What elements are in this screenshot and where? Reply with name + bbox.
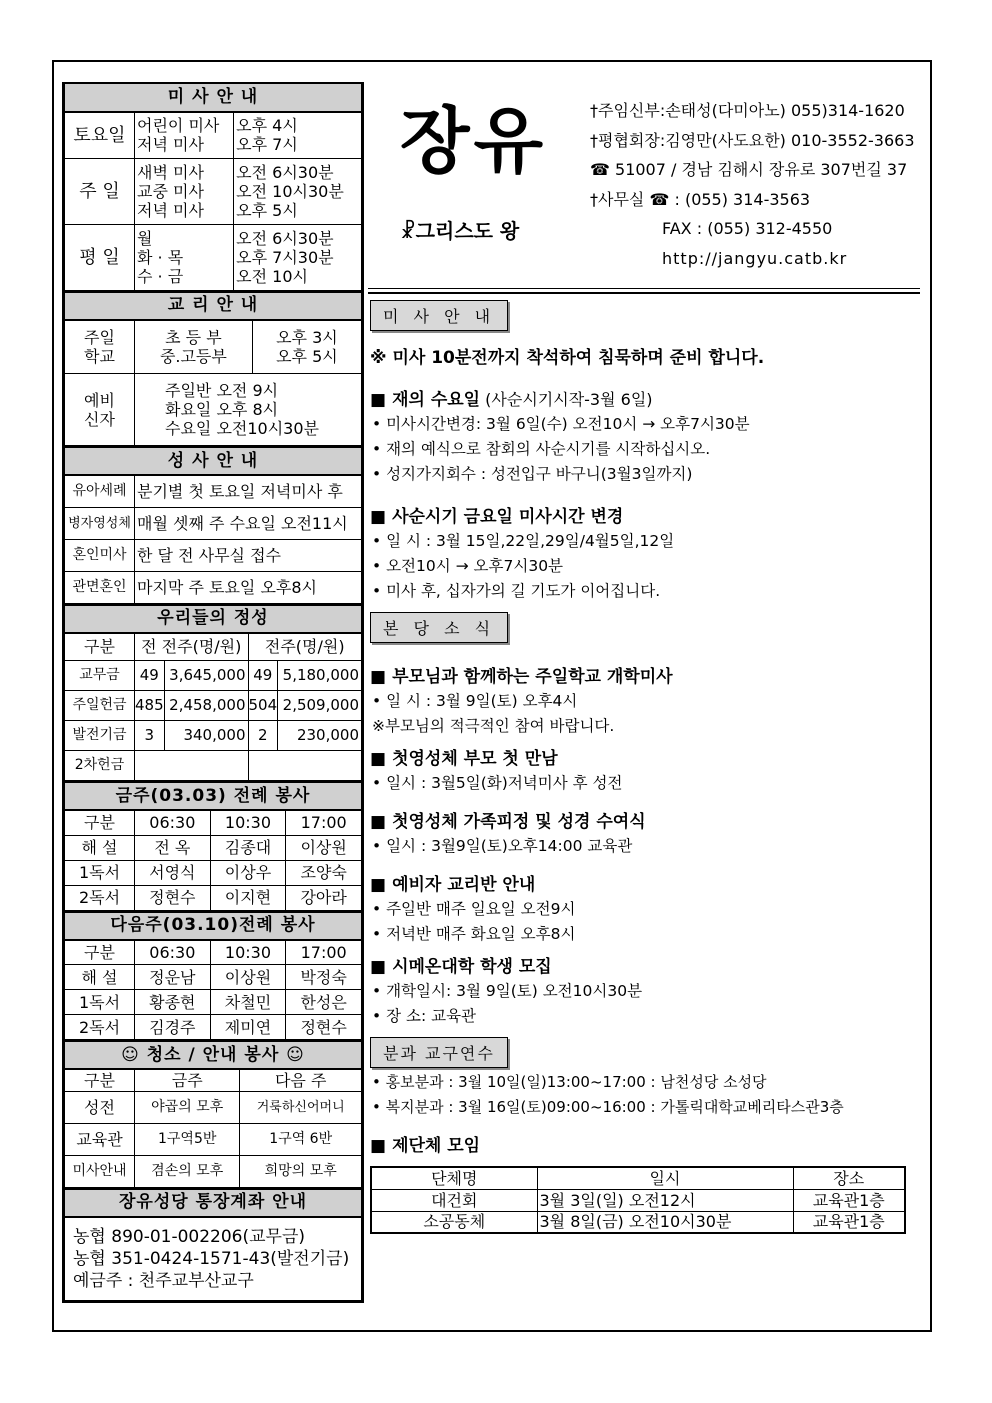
sat-times: 오후 4시 오후 7시: [234, 112, 362, 158]
groups-header: 장소: [793, 1167, 905, 1189]
doctrine-table: [64, 291, 362, 447]
section-line: • 장 소: 교육관: [372, 1007, 477, 1025]
group-name: 대건회: [371, 1189, 537, 1211]
groups-header: 일시: [537, 1167, 793, 1189]
school-groups: 초 등 부 중.고등부: [135, 320, 253, 374]
school-times: 오후 3시 오후 5시: [252, 320, 361, 374]
offering-table: [64, 604, 362, 782]
liturgy-header: 구분: [65, 940, 135, 965]
mass-section-label: 미 사 안 내: [370, 300, 508, 331]
offering-amount: 2,509,000: [278, 691, 362, 721]
section-line: • 미사 후, 십자가의 길 기도가 이어집니다.: [372, 582, 661, 600]
section-heading: ■ 부모님과 함께하는 주일학교 개학미사: [370, 667, 673, 687]
liturgy-next-week-table: [64, 911, 362, 1041]
group-time: 3월 8일(금) 오전10시30분: [537, 1211, 793, 1233]
contact-line: ☎ 51007 / 경남 김해시 장유로 307번길 37: [590, 160, 908, 179]
liturgy-name: 이상우: [210, 860, 286, 885]
liturgy-name: 제미연: [210, 1015, 286, 1040]
liturgy-role: 2독서: [65, 1015, 135, 1040]
liturgy1-title: 금주(03.03) 전례 봉사: [65, 782, 362, 810]
section-line: • 일 시 : 3월 15일,22일,29일/4월5일,12일: [372, 532, 675, 550]
liturgy-name: 김경주: [135, 1015, 211, 1040]
liturgy-name: 박정숙: [286, 965, 362, 990]
groups-table: [370, 1166, 906, 1234]
account-title: 장유성당 통장계좌 안내: [65, 1189, 362, 1217]
liturgy-name: 한성은: [286, 990, 362, 1015]
cleaning-table: [64, 1040, 362, 1188]
liturgy-name: 정운남: [135, 965, 211, 990]
sacrament-key: 병자영성체: [65, 507, 135, 539]
liturgy-header: 10:30: [210, 810, 286, 835]
section-line: • 일 시 : 3월 9일(토) 오후4시: [372, 692, 578, 710]
sun-items: 새벽 미사 교중 미사 저녁 미사: [135, 158, 234, 224]
training-line: • 복지분과 : 3월 16일(토)09:00~16:00 : 가톨릭대학교베리타스관3층: [372, 1098, 844, 1116]
contact-line: †평협회장:김영만(사도요한) 010-3552-3663: [590, 130, 915, 150]
offering-count: 49: [248, 661, 278, 691]
sun-label: 주 일: [65, 158, 135, 224]
sacrament-value: 분기별 첫 토요일 저녁미사 후: [135, 475, 362, 507]
mass-title: 미 사 안 내: [65, 84, 362, 112]
liturgy-header: 06:30: [135, 810, 211, 835]
bulletin-title: 장유: [400, 99, 548, 183]
sacrament-title: 성 사 안 내: [65, 447, 362, 475]
liturgy-name: 차철민: [210, 990, 286, 1015]
catechumen-text: 주일반 오전 9시 화요일 오후 8시 수요일 오전10시30분: [135, 374, 362, 446]
group-name: 소공동체: [371, 1211, 537, 1233]
weekday-items: 월 화 · 목 수 · 금: [135, 224, 234, 290]
cleaning-group: 야곱의 모후: [135, 1091, 240, 1123]
account-line: 농협 890-01-002206(교무금): [73, 1226, 306, 1247]
liturgy-header: 06:30: [135, 940, 211, 965]
section-heading: ■ 첫영성체 부모 첫 만남: [370, 749, 558, 769]
doctrine-title: 교 리 안 내: [65, 292, 362, 320]
liturgy-role: 해 설: [65, 965, 135, 990]
section-heading: ■ 사순시기 금요일 미사시간 변경: [370, 507, 624, 527]
section-line: ※부모님의 적극적인 참여 바랍니다.: [372, 717, 615, 735]
liturgy-name: 김종대: [210, 835, 286, 860]
mass-notice: ※ 미사 10분전까지 착석하여 침묵하며 준비 합니다.: [370, 348, 765, 368]
offering-title: 우리들의 정성: [65, 605, 362, 633]
liturgy-name: 정현수: [135, 885, 211, 910]
liturgy-name: 이상원: [210, 965, 286, 990]
sat-items: 어린이 미사 저녁 미사: [135, 112, 234, 158]
offering-count: 485: [135, 691, 165, 721]
contact-block: [590, 96, 915, 273]
cleaning-header: 다음 주: [240, 1069, 362, 1091]
liturgy-name: 전 옥: [135, 835, 211, 860]
section-heading: ■ 재의 수요일 (사순시기시작-3월 6일): [370, 390, 653, 410]
offering-label: 발전기금: [65, 721, 135, 751]
sacrament-table: [64, 446, 362, 604]
offering-header: 전 전주(명/원): [135, 633, 249, 661]
liturgy-header: 10:30: [210, 940, 286, 965]
cleaning-title: ☺ 청소 / 안내 봉사 ☺: [65, 1041, 362, 1069]
offering-header: 전주(명/원): [248, 633, 362, 661]
sat-label: 토요일: [65, 112, 135, 158]
group-place: 교육관1층: [793, 1211, 905, 1233]
section-line: • 주일반 매주 일요일 오전9시: [372, 900, 576, 918]
training-section-label: 분과 교구연수: [370, 1037, 508, 1068]
sacrament-key: 혼인미사: [65, 539, 135, 571]
sacrament-key: 유아세례: [65, 475, 135, 507]
account-line: 예금주 : 천주교부산교구: [73, 1270, 254, 1291]
cleaning-group: 희망의 모후: [240, 1155, 362, 1187]
catechumen-label: 예비 신자: [65, 374, 135, 446]
offering-count: 504: [248, 691, 278, 721]
section-line: • 일시 : 3월9일(토)오후14:00 교육관: [372, 837, 633, 855]
offering-label: 교무금: [65, 661, 135, 691]
training-line: • 홍보분과 : 3월 10일(일)13:00~17:00 : 남천성당 소성당: [372, 1073, 767, 1091]
liturgy-name: 서영식: [135, 860, 211, 885]
liturgy-header: 17:00: [286, 810, 362, 835]
website-link[interactable]: http://jangyu.catb.kr: [662, 248, 848, 268]
liturgy-name: 조양숙: [286, 860, 362, 885]
divider: [368, 292, 920, 294]
group-place: 교육관1층: [793, 1189, 905, 1211]
liturgy-name: 강아라: [286, 885, 362, 910]
section-line: • 성지가지회수 : 성전입구 바구니(3월3일까지): [372, 465, 693, 483]
section-line: • 저녁반 매주 화요일 오후8시: [372, 925, 576, 943]
sun-times: 오전 6시30분 오전 10시30분 오후 5시: [234, 158, 362, 224]
account-line: 농협 351-0424-1571-43(발전기금): [73, 1248, 350, 1269]
liturgy-this-week-table: [64, 781, 362, 911]
liturgy-header: 구분: [65, 810, 135, 835]
section-line: • 오전10시 → 오후7시30분: [372, 557, 564, 575]
section-heading: ■ 예비자 교리반 안내: [370, 875, 536, 895]
cleaning-place: 미사안내: [65, 1155, 135, 1187]
liturgy-role: 1독서: [65, 860, 135, 885]
liturgy-header: 17:00: [286, 940, 362, 965]
main-content: [370, 300, 920, 1234]
offering-amount: 3,645,000: [164, 661, 248, 691]
school-label: 주일 학교: [65, 320, 135, 374]
offering-label: 2차헌금: [65, 751, 135, 781]
sacrament-key: 관면혼인: [65, 571, 135, 603]
offering-count: 49: [135, 661, 165, 691]
cleaning-group: 1구역5반: [135, 1123, 240, 1155]
offering-amount: 230,000: [278, 721, 362, 751]
cleaning-place: 교육관: [65, 1123, 135, 1155]
sacrament-value: 마지막 주 토요일 오후8시: [135, 571, 362, 603]
bulletin-subtitle: ☧그리스도 왕: [400, 219, 520, 243]
liturgy-name: 정현수: [286, 1015, 362, 1040]
cleaning-group: 1구역 6반: [240, 1123, 362, 1155]
account-table: [64, 1188, 362, 1301]
liturgy-role: 2독서: [65, 885, 135, 910]
liturgy-name: 이지현: [210, 885, 286, 910]
liturgy-role: 1독서: [65, 990, 135, 1015]
section-heading: ■ 시메온대학 학생 모집: [370, 957, 552, 977]
group-time: 3월 3일(일) 오전12시: [537, 1189, 793, 1211]
groups-header: 단체명: [371, 1167, 537, 1189]
contact-line: †사무실 ☎ : (055) 314-3563: [590, 189, 811, 209]
sacrament-value: 한 달 전 사무실 접수: [135, 539, 362, 571]
offering-amount: 2,458,000: [164, 691, 248, 721]
cleaning-header: 구분: [65, 1069, 135, 1091]
account-info: [65, 1217, 362, 1301]
sacrament-value: 매월 셋째 주 수요일 오전11시: [135, 507, 362, 539]
cleaning-header: 금주: [135, 1069, 240, 1091]
offering-amount: 340,000: [164, 721, 248, 751]
section-line: • 일시 : 3월5일(화)저녁미사 후 성전: [372, 774, 623, 792]
liturgy-name: 황종현: [135, 990, 211, 1015]
contact-line: FAX : (055) 312-4550: [662, 219, 833, 238]
liturgy-role: 해 설: [65, 835, 135, 860]
news-section-label: 본 당 소 식: [370, 612, 508, 643]
offering-amount: 5,180,000: [278, 661, 362, 691]
mass-table: [64, 84, 362, 291]
cleaning-place: 성전: [65, 1091, 135, 1123]
left-column: [62, 82, 364, 1303]
cleaning-group: 거룩하신어머니: [240, 1091, 362, 1123]
weekday-times: 오전 6시30분 오후 7시30분 오전 10시: [234, 224, 362, 290]
liturgy2-title: 다음주(03.10)전례 봉사: [65, 912, 362, 940]
divider: [368, 288, 920, 289]
offering-count: 2: [248, 721, 278, 751]
section-line: • 재의 예식으로 참회의 사순시기를 시작하십시오.: [372, 440, 711, 458]
liturgy-name: 이상원: [286, 835, 362, 860]
cleaning-group: 겸손의 모후: [135, 1155, 240, 1187]
offering-label: 주일헌금: [65, 691, 135, 721]
contact-line: †주임신부:손태성(다미아노) 055)314-1620: [590, 101, 905, 120]
section-line: • 미사시간변경: 3월 6일(수) 오전10시 → 오후7시30분: [372, 415, 750, 433]
offering-header: 구분: [65, 633, 135, 661]
section-line: • 개학일시: 3월 9일(토) 오전10시30분: [372, 982, 643, 1000]
section-heading: ■ 첫영성체 가족피정 및 성경 수여식: [370, 812, 646, 832]
offering-count: 3: [135, 721, 165, 751]
section-heading: ■ 제단체 모임: [370, 1136, 481, 1156]
weekday-label: 평 일: [65, 224, 135, 290]
